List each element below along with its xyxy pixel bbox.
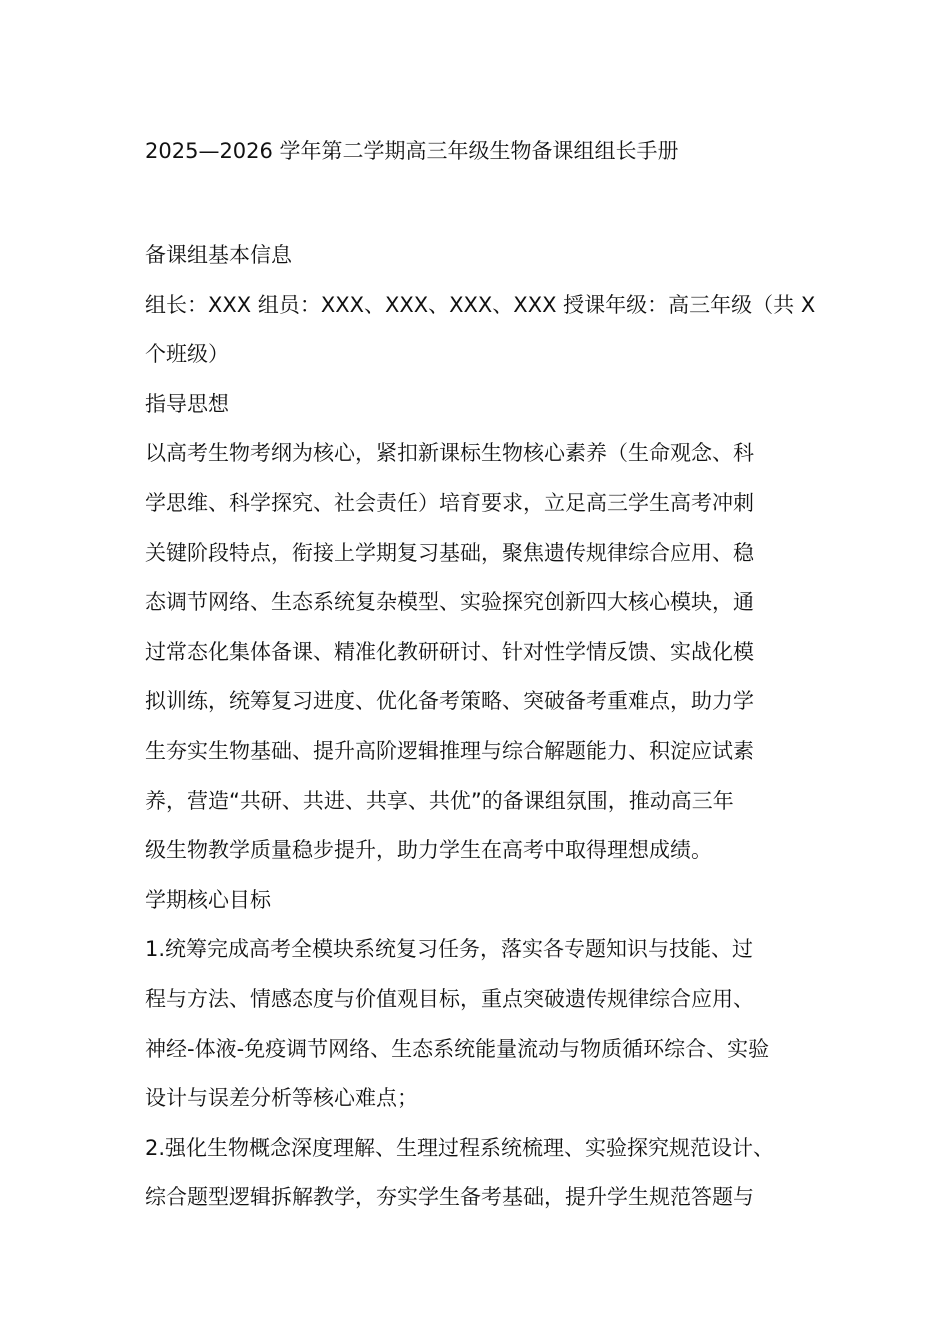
paragraph-line: 关键阶段特点，衔接上学期复习基础，聚焦遗传规律综合应用、稳 [145,540,754,565]
document-body [145,231,825,1223]
paragraph-line: 组长：XXX 组员：XXX、XXX、XXX、XXX 授课年级：高三年级（共 X [145,292,816,317]
document-title: 2025—2026 学年第二学期高三年级生物备课组组长手册 [145,139,679,163]
paragraph-line: 拟训练，统筹复习进度、优化备考策略、突破备考重难点，助力学 [145,689,754,714]
paragraph-line: 以高考生物考纲为核心，紧扣新课标生物核心素养（生命观念、科 [145,441,754,466]
paragraph-line: 1.统筹完成高考全模块系统复习任务，落实各专题知识与技能、过 [145,937,754,962]
paragraph-line: 个班级） [145,342,229,367]
paragraph-line: 2.强化生物概念深度理解、生理过程系统梳理、实验探究规范设计、 [145,1135,775,1160]
paragraph-line: 程与方法、情感态度与价值观目标，重点突破遗传规律综合应用、 [145,986,754,1011]
paragraph-line: 神经-体液-免疫调节网络、生态系统能量流动与物质循环综合、实验 [145,1036,770,1061]
section-heading-basic-info: 备课组基本信息 [145,243,292,267]
paragraph-line: 学思维、科学探究、社会责任）培育要求，立足高三学生高考冲刺 [145,490,754,515]
paragraph-line: 生夯实生物基础、提升高阶逻辑推理与综合解题能力、积淀应试素 [145,738,754,763]
paragraph-line: 过常态化集体备课、精准化教研研讨、针对性学情反馈、实战化模 [145,639,754,664]
section-heading-guiding-ideology: 指导思想 [145,391,229,416]
paragraph-line: 综合题型逻辑拆解教学，夯实学生备考基础，提升学生规范答题与 [145,1185,754,1210]
paragraph-line: 养，营造“共研、共进、共享、共优”的备课组氛围，推动高三年 [145,788,734,813]
paragraph-line: 级生物教学质量稳步提升，助力学生在高考中取得理想成绩。 [145,838,712,863]
paragraph-line: 态调节网络、生态系统复杂模型、实验探究创新四大核心模块，通 [145,590,754,615]
paragraph-line: 设计与误差分析等核心难点； [145,1086,418,1111]
section-heading-semester-goals: 学期核心目标 [145,887,271,912]
